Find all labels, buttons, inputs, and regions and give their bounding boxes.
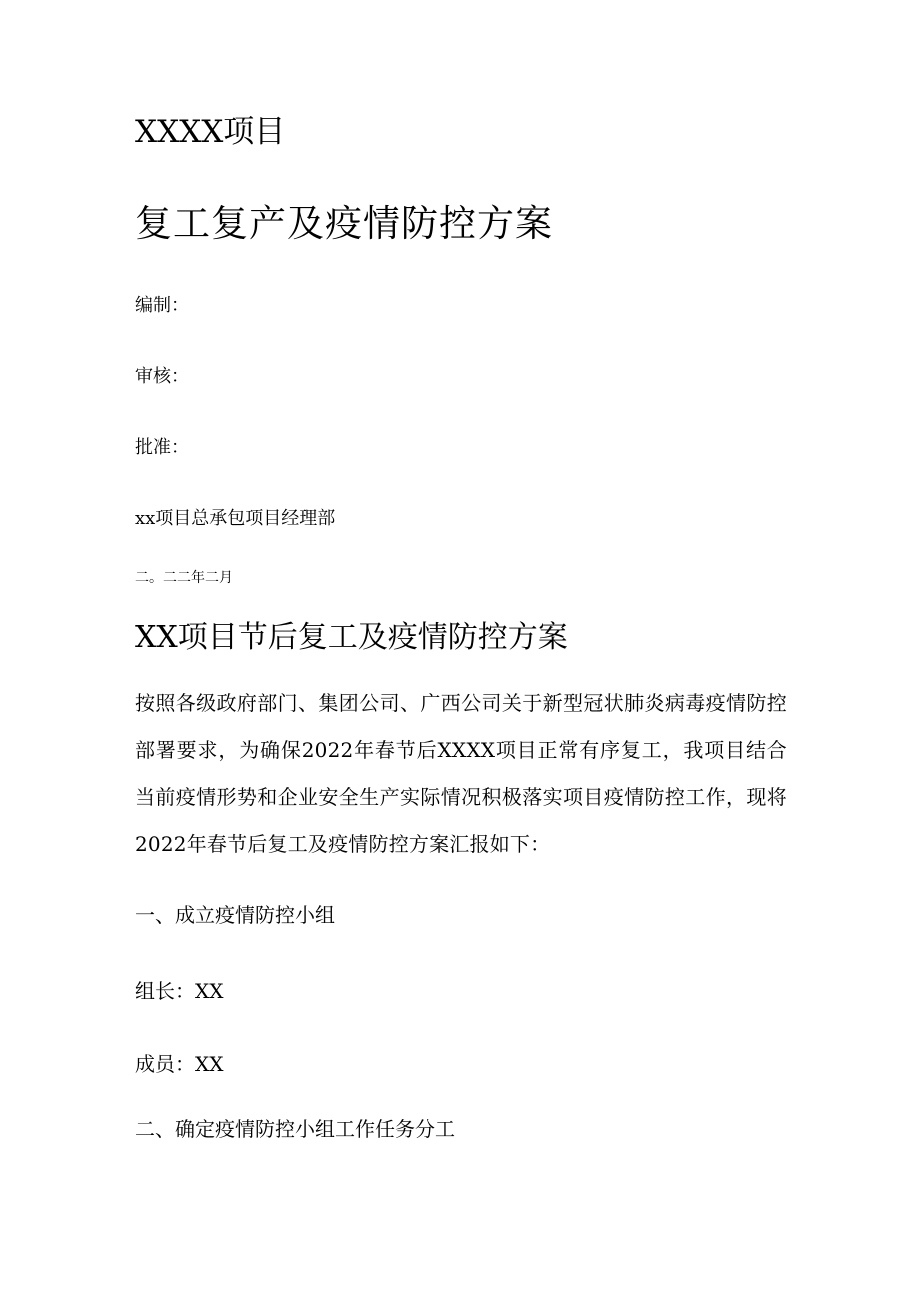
cover-date: 二。二二年二月 (135, 570, 233, 586)
cover-project-name: XXXX项目 (135, 114, 286, 150)
compiler-label: 编制： (135, 295, 189, 316)
leader-line: 组长：XX (135, 979, 224, 1003)
intro-paragraph: 按照各级政府部门、集团公司、广西公司关于新型冠状肺炎病毒疫情防控部署要求，为确保2022年春节后XXXX项目正常有序复工，我项目结合当前疫情形势和企业安全生产实际情况积极落实项目疫情防控工作，现将2022年春节后复工及疫情防控方案汇报如下： (135, 691, 787, 856)
section1-heading: 一、成立疫情防控小组 (135, 903, 335, 927)
reviewer-label: 审核： (135, 366, 189, 387)
organization-name: xx项目总承包项目经理部 (135, 508, 336, 529)
members-line: 成员：XX (135, 1052, 224, 1076)
approver-label: 批准： (135, 437, 189, 458)
document-title: XX项目节后复工及疫情防控方案 (135, 620, 568, 655)
section2-heading: 二、确定疫情防控小组工作任务分工 (135, 1117, 455, 1141)
cover-plan-title: 复工复产及疫情防控方案 (135, 202, 553, 245)
